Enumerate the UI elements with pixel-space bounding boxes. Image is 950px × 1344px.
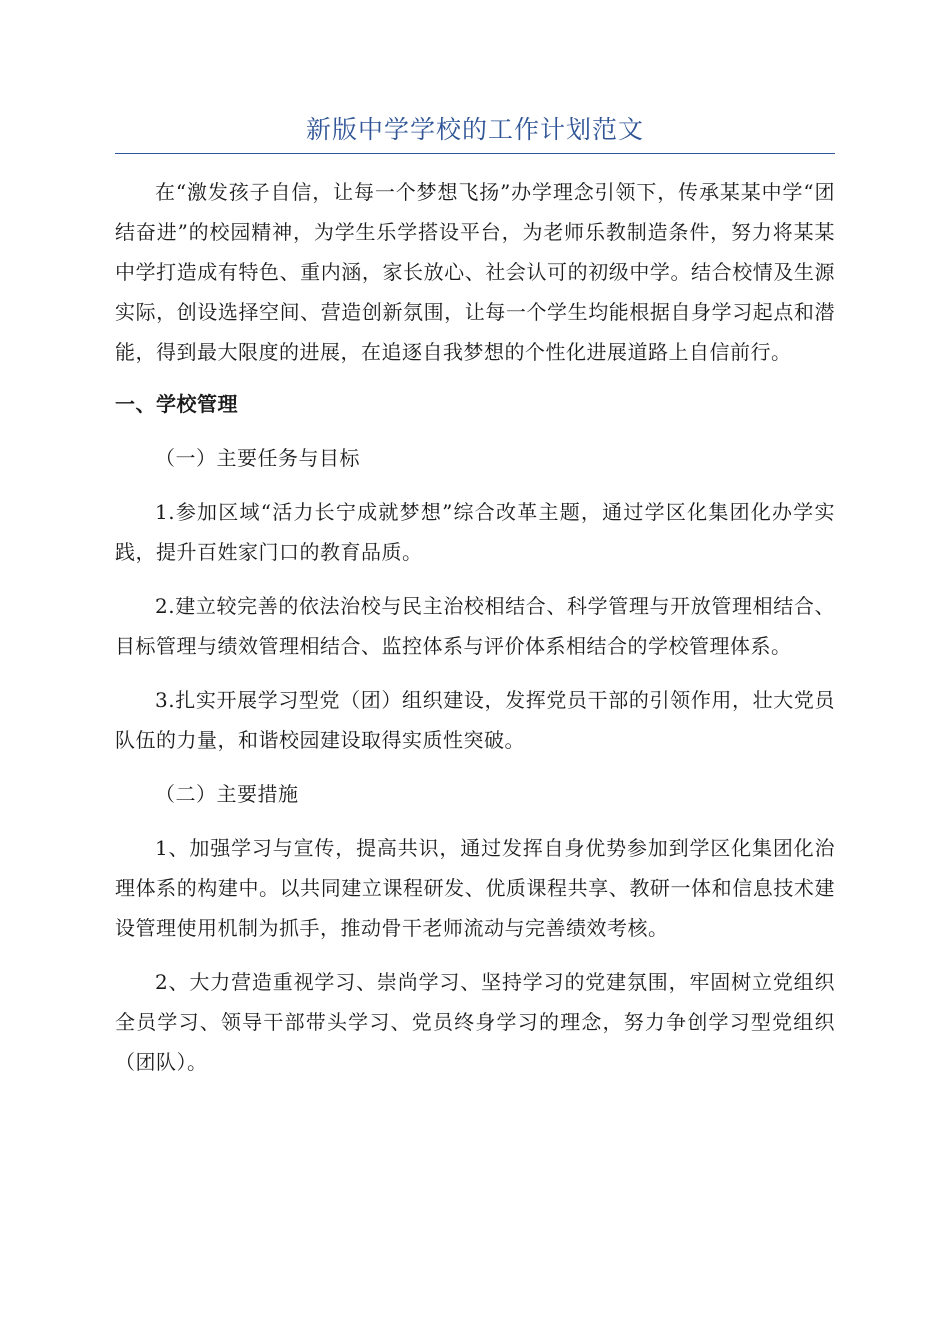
- document-body: [115, 172, 835, 1096]
- document-title: 新版中学学校的工作计划范文: [305, 115, 644, 144]
- intro-paragraph: 在“激发孩子自信，让每一个梦想飞扬”办学理念引领下，传承某某中学“团结奋进”的校园精神，为学生乐学搭设平台，为老师乐教制造条件，努力将某某中学打造成有特色、重内涵，家长放心、社会认可的初级中学。结合校情及生源实际，创设选择空间、营造创新氛围，让每一个学生均能根据自身学习起点和潜能，得到最大限度的进展，在追逐自我梦想的个性化进展道路上自信前行。: [115, 180, 835, 364]
- measure-item-1: 1、加强学习与宣传，提高共识，通过发挥自身优势参加到学区化集团化治理体系的构建中。以共同建立课程研发、优质课程共享、教研一体和信息技术建设管理使用机制为抓手，推动骨干老师流动与完善绩效考核。: [115, 836, 835, 940]
- goal-item-3: 3.扎实开展学习型党（团）组织建设，发挥党员干部的引领作用，壮大党员队伍的力量，和谐校园建设取得实质性突破。: [115, 688, 835, 752]
- measure-item-2: 2、大力营造重视学习、崇尚学习、坚持学习的党建氛围，牢固树立党组织全员学习、领导干部带头学习、党员终身学习的理念，努力争创学习型党组织（团队）。: [115, 970, 835, 1074]
- section-heading-school-management: 一、学校管理: [115, 392, 238, 416]
- subsection-heading-measures: （二）主要措施: [155, 782, 299, 806]
- subsection-heading-tasks-goals: （一）主要任务与目标: [155, 446, 360, 470]
- title-underline: [115, 153, 835, 154]
- goal-item-2: 2.建立较完善的依法治校与民主治校相结合、科学管理与开放管理相结合、目标管理与绩效管理相结合、监控体系与评价体系相结合的学校管理体系。: [115, 594, 835, 658]
- goal-item-1: 1.参加区域“活力长宁成就梦想”综合改革主题，通过学区化集团化办学实践，提升百姓家门口的教育品质。: [115, 500, 835, 564]
